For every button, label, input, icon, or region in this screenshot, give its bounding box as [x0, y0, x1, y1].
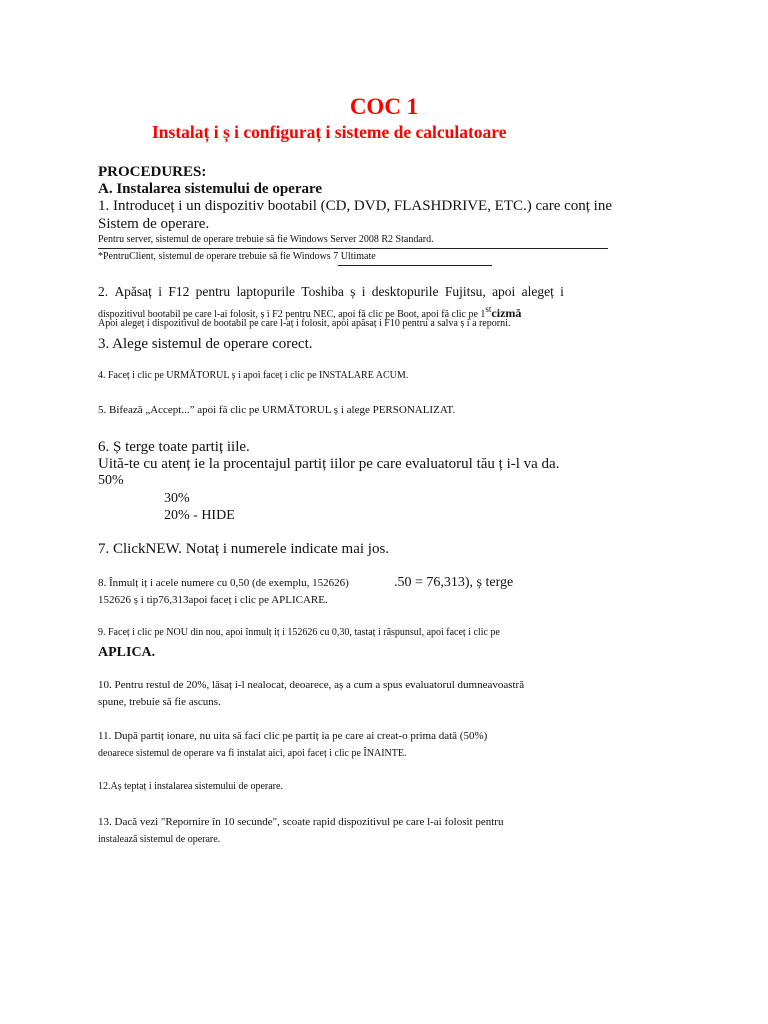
step2-line1-word: i	[560, 284, 564, 299]
step10-line1: 10. Pentru restul de 20%, lăsaț i-l nealocat, deoarece, aș a cum a spus evaluatorul dumneavoastră	[98, 679, 525, 691]
step2-line1-word: desktopurile	[371, 284, 439, 299]
step1-line1-word: i	[178, 198, 183, 214]
step2-line1-word: Toshiba	[301, 284, 344, 299]
step4: 4. Faceț i clic pe URMĂTORUL ș i apoi faceț i clic pe INSTALARE ACUM.	[98, 370, 409, 381]
step1-line1-word: conț	[564, 198, 590, 214]
step2-line1-word: F12	[168, 284, 190, 299]
step8-line1-part1: 8. Înmulț iț i acele numere cu 0,50 (de exemplu, 152626)	[98, 577, 349, 589]
step9-line2: APLICA.	[98, 645, 156, 660]
step1-line1-word: care	[535, 198, 561, 214]
step2-line1-word: i	[158, 284, 163, 299]
procedures-heading: PROCEDURES:	[98, 164, 207, 180]
step2-bold-word: cizmă	[491, 306, 522, 320]
page-subtitle: Instalaț i ș i configuraț i sisteme de calculatoare	[152, 122, 507, 142]
step2-line1-word: apoi	[492, 284, 516, 299]
step13-line2: instalează sistemul de operare.	[98, 834, 221, 845]
step2-line1-word: 2.	[98, 284, 109, 299]
step1-line1-word: un	[186, 198, 202, 214]
step2-line1-word: Fujitsu,	[444, 284, 486, 299]
step1-line1-word: ETC.)	[494, 198, 532, 214]
step13-line1: 13. Dacă vezi "Repornire în 10 secunde", scoate rapid dispozitivul pe care l-ai folosit pentru	[98, 816, 504, 828]
step9-line1: 9. Faceț i clic pe NOU din nou, apoi înmulț iț i 152626 cu 0,30, tastaț i răspunsul, apoi faceț i clic pe	[98, 627, 500, 638]
step6-line1: 6. Ș terge toate partiț iile.	[98, 439, 250, 455]
server-note-underline	[98, 248, 608, 249]
section-a-heading: A. Instalarea sistemului de operare	[98, 181, 323, 197]
step1-note-server: Pentru server, sistemul de operare trebuie să fie Windows Server 2008 R2 Standard.	[98, 234, 434, 245]
step6-percent-20-hide: 20% - HIDE	[164, 508, 235, 523]
step2-line2-text: dispozitivul bootabil pe care l-ai folosit, ș i F2 pentru NEC, apoi fă clic pe Boot, apoi fă clic pe 1	[98, 309, 486, 320]
page-title: COC 1	[349, 94, 419, 119]
step1-line1-word: (CD,	[320, 198, 351, 214]
step1-line1-word: bootabil	[267, 198, 317, 214]
step1-line1-word: FLASHDRIVE,	[393, 198, 491, 214]
step2-line1	[98, 284, 564, 300]
step12: 12.Aș teptaț i instalarea sistemului de operare.	[98, 781, 283, 792]
step2-line1-word: pentru	[195, 284, 231, 299]
step6-percent-50: 50%	[98, 473, 124, 488]
step6-percent-30: 30%	[164, 491, 190, 506]
step1-line1-word: ine	[593, 198, 612, 214]
client-note-underline	[338, 265, 492, 266]
step6-line2: Uită-te cu atenț ie la procentajul partiț iilor pe care evaluatorul tău ț i-l va da.	[98, 456, 560, 472]
step1-line2: Sistem de operare.	[98, 216, 210, 232]
step3: 3. Alege sistemul de operare corect.	[98, 336, 313, 352]
step10-line2: spune, trebuie să fie ascuns.	[98, 696, 221, 708]
step1-line1-word: DVD,	[353, 198, 391, 214]
step11-line2: deoarece sistemul de operare va fi instalat aici, apoi faceț i clic pe ÎNAINTE.	[98, 748, 407, 759]
step2-line3: Apoi alegeț i dispozitivul de bootabil pe care l-aț i folosit, apoi apăsaț i F10 pentru a salva ș i a reporni.	[98, 318, 511, 329]
step1-line1-word: Introduceț	[112, 198, 175, 214]
step2-sup: st	[485, 304, 492, 314]
step2-line1-word: laptopurile	[236, 284, 295, 299]
step2-line1-word: alegeț	[521, 284, 554, 299]
step7: 7. ClickNEW. Notaț i numerele indicate mai jos.	[98, 541, 390, 557]
step2-line1-word: i	[361, 284, 366, 299]
step2-line1-word: ș	[350, 284, 356, 299]
step2-line1-word: Apăsaț	[114, 284, 152, 299]
step1-line1-word: dispozitiv	[204, 198, 265, 214]
step1-line1-word: 1.	[98, 198, 110, 214]
step8-line1-part2: .50 = 76,313), ș terge	[394, 575, 514, 590]
step5: 5. Bifează „Accept...” apoi fă clic pe URMĂTORUL ș i alege PERSONALIZAT.	[98, 404, 456, 416]
step1-line1	[98, 198, 612, 215]
step1-note-client: *PentruClient, sistemul de operare trebuie să fie Windows 7 Ultimate	[98, 251, 376, 262]
step11-line1: 11. După partiț ionare, nu uita să faci clic pe partiț ia pe care ai creat-o prima dată (50%)	[98, 730, 488, 742]
step8-line2: 152626 ș i tip76,313apoi faceț i clic pe APLICARE.	[98, 594, 328, 606]
